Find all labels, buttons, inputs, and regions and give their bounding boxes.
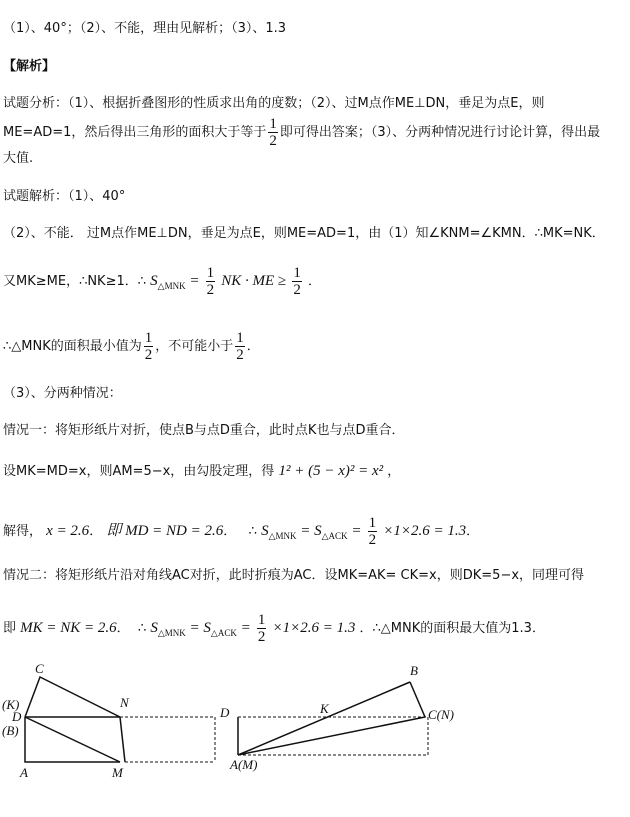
fraction-half: $\frac{1}{2}$ bbox=[206, 265, 215, 298]
part2-line-1: （2）、不能． 过M点作ME⊥DN，垂足为点E，则ME=AD=1，由（1）知∠KNM=∠KMN．∴MK=NK． bbox=[3, 226, 605, 241]
case1-text: 情况一：将矩形纸片对折，使点B与点D重合，此时点K也与点D重合． bbox=[3, 423, 405, 438]
fraction-half: $\frac{1}{2}$ bbox=[269, 116, 277, 149]
label-K-right: K bbox=[320, 701, 329, 716]
area-eq-case1: $S_{\triangle MNK} = S_{\triangle ACK}$ = bbox=[261, 523, 362, 541]
right-fold-figure bbox=[229, 663, 454, 772]
md-equation: 即 MD = ND = 2.6 bbox=[106, 523, 224, 539]
analysis-line-3: 大值. bbox=[3, 151, 34, 166]
area-eq-case2: $S_{\triangle MNK} = S_{\triangle ACK}$ = bbox=[150, 620, 251, 638]
area-result-2: ×1×2.6 = 1.3 bbox=[272, 620, 356, 636]
therefore-symbol: ∴ bbox=[248, 524, 257, 539]
min-area-text: ∴△MNK的面积最小值为 bbox=[3, 339, 142, 354]
final-end: ．∴△MNK的面积最大值为1.3． bbox=[359, 621, 545, 636]
final-line: 即 MK = NK = 2.6． ∴ $S_{\triangle MNK} = S_{\triangle ACK}$ = $\frac{1}{2}$ ×1×2.6 = 1.3 ．∴△MNK的面积最大值为1.3． bbox=[3, 612, 545, 645]
solve-text: 解得， bbox=[3, 524, 43, 539]
area-result: ×1×2.6 = 1.3 bbox=[383, 523, 467, 539]
section-title: 【解析】 bbox=[3, 59, 56, 74]
fraction-half: $\frac{1}{2}$ bbox=[257, 612, 266, 645]
mk-equation: MK = NK = 2.6 bbox=[20, 620, 117, 636]
case2-text: 情况二：将矩形纸片沿对角线AC对折，此时折痕为AC．设MK=AK= CK=x，则DK=5−x，同理可得 bbox=[3, 568, 585, 583]
case1-equation-line bbox=[3, 462, 400, 481]
area-formula: $S_{\triangle MNK}$ = bbox=[150, 273, 200, 291]
area-formula-mid: NK · ME ≥ bbox=[221, 273, 287, 289]
label-K: (K) bbox=[2, 697, 20, 712]
min-area-end: ． bbox=[246, 339, 260, 354]
therefore-symbol: ∴ bbox=[137, 621, 147, 636]
analysis-line-2 bbox=[3, 116, 600, 149]
fraction-half: $\frac{1}{2}$ bbox=[236, 330, 244, 363]
part3-header: （3）、分两种情况： bbox=[3, 386, 122, 401]
solve-line: 解得， x = 2.6． 即 MD = ND = 2.6． ∴ $S_{\triangle MNK} = S_{\triangle ACK}$ = $\frac{1}{2}$ ×1×2.6 = 1.3． bbox=[3, 515, 480, 548]
analysis-line-1: 试题分析：（1）、根据折叠图形的性质求出角的度数；（2）、过M点作ME⊥DN，垂足为点E，则 bbox=[3, 96, 545, 111]
part2-line-2: 又MK≥ME，∴NK≥1．∴ $S_{\triangle MNK}$ = $\frac{1}{2}$ NK · ME ≥ $\frac{1}{2}$ ． bbox=[3, 265, 321, 298]
fraction-half: $\frac{1}{2}$ bbox=[368, 515, 377, 548]
part2-text: 又MK≥ME，∴NK≥1．∴ bbox=[3, 274, 147, 289]
case1-eq-end: ， bbox=[387, 464, 401, 479]
left-fold-figure bbox=[2, 661, 230, 780]
label-AM: A(M) bbox=[230, 757, 258, 772]
label-C: C bbox=[35, 661, 44, 676]
label-CN: C(N) bbox=[428, 707, 454, 722]
analysis-text-b: 即可得出答案；（3）、分两种情况进行讨论计算，得出最 bbox=[279, 125, 601, 140]
label-B: (B) bbox=[2, 723, 19, 738]
min-area-text-2: ，不可能小于 bbox=[155, 339, 234, 354]
label-A: A bbox=[20, 765, 28, 780]
case1-eq-text: 设MK=MD=x，则AM=5−x，由勾股定理，得 bbox=[3, 464, 275, 479]
pythagorean-equation: 1² + (5 − x)² = x² bbox=[278, 463, 384, 479]
label-D2: D bbox=[220, 705, 230, 720]
part2-line-3 bbox=[3, 330, 260, 363]
x-value: x = 2.6 bbox=[46, 523, 90, 539]
solution-header: 试题解析：（1）、40° bbox=[3, 189, 126, 204]
label-M: M bbox=[112, 765, 123, 780]
label-B-right: B bbox=[410, 663, 418, 678]
answer-line: （1）、40°；（2）、不能，理由见解析；（3）、1.3 bbox=[3, 21, 287, 36]
fraction-half: $\frac{1}{2}$ bbox=[144, 330, 153, 363]
fraction-half: $\frac{1}{2}$ bbox=[293, 265, 301, 298]
analysis-text-a: ME=AD=1，然后得出三角形的面积大于等于 bbox=[3, 125, 267, 140]
geometry-figure bbox=[0, 657, 630, 817]
final-pre: 即 bbox=[3, 621, 17, 636]
label-D: D bbox=[12, 709, 22, 724]
label-N: N bbox=[120, 695, 129, 710]
